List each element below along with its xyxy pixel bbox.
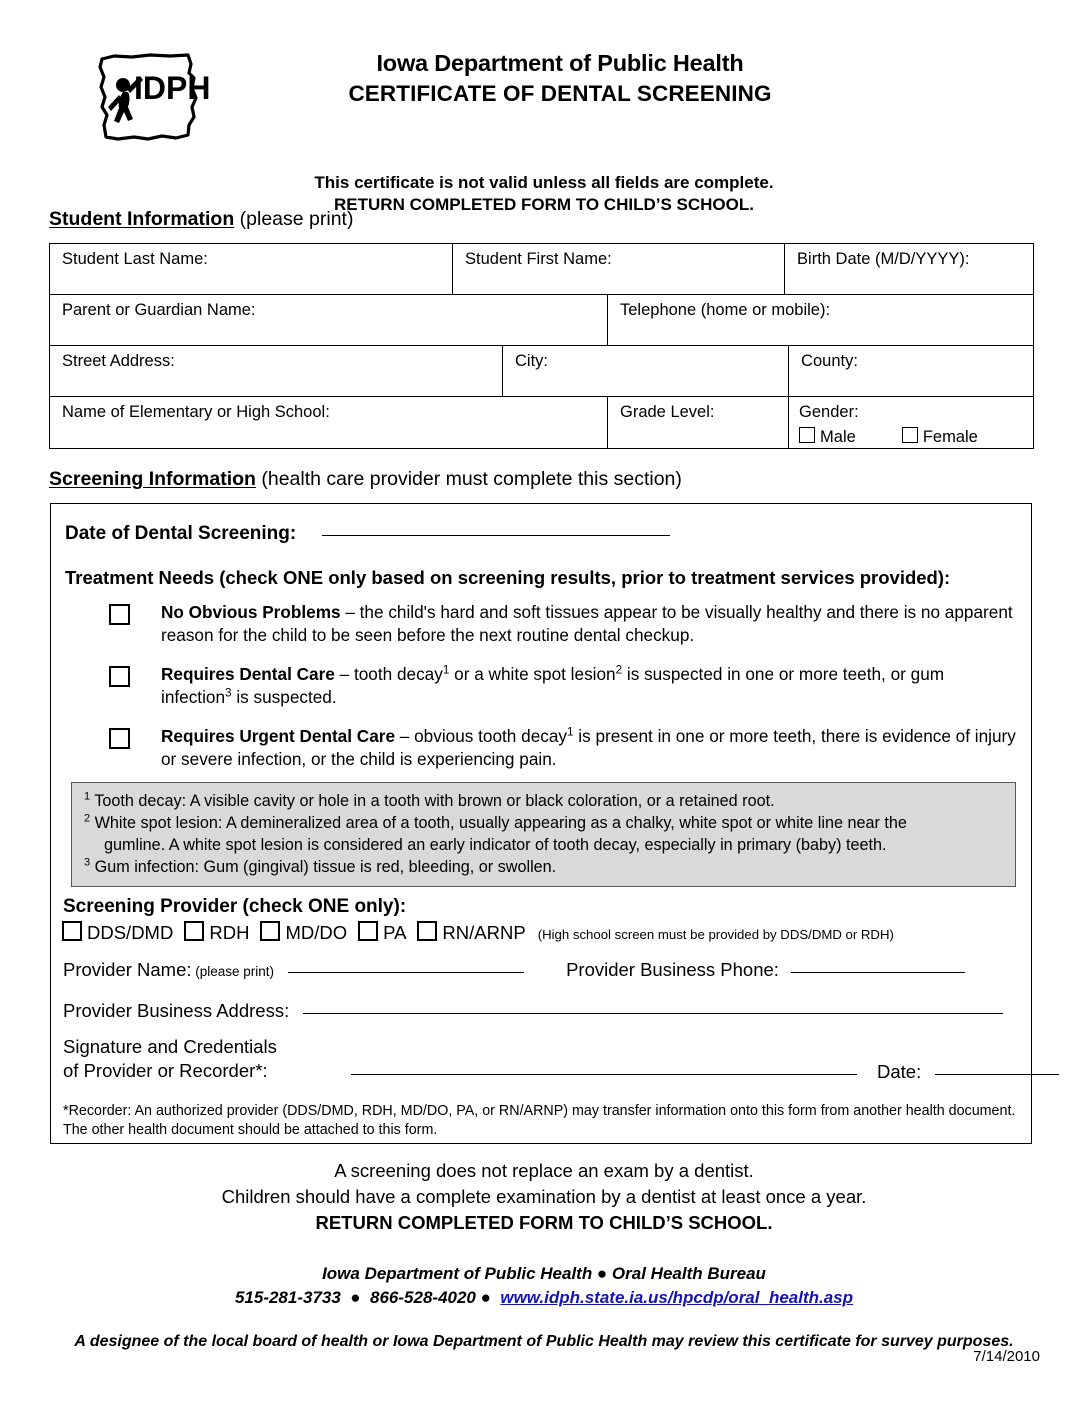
provider-name-note: (please print) xyxy=(191,964,275,979)
treatment-option-2-end: is suspected. xyxy=(231,686,337,707)
checkbox-gender-male[interactable] xyxy=(799,427,815,443)
label-gender-male: Male xyxy=(820,427,856,446)
treatment-option-2-mid: or a white spot lesion xyxy=(449,664,616,684)
svg-text:IDPH: IDPH xyxy=(134,70,211,106)
provider-name-row xyxy=(63,959,965,981)
label-pa: PA xyxy=(383,922,407,943)
treatment-option-2-text xyxy=(161,663,1019,709)
footnote-box xyxy=(71,782,1016,887)
footnote-1 xyxy=(84,791,1005,813)
screening-information-heading xyxy=(49,468,682,491)
label-provider-address: Provider Business Address: xyxy=(63,1000,290,1021)
treatment-option-2-mid2: is suspected in one or more teeth, or gum infection xyxy=(161,664,945,707)
student-information-table xyxy=(49,243,1034,449)
bullet-separator-icon: ● xyxy=(350,1288,361,1308)
footer-line-3: RETURN COMPLETED FORM TO CHILD’S SCHOOL. xyxy=(315,1211,773,1233)
footer-url-link[interactable]: www.idph.state.ia.us/hpcdp/oral_health.asp xyxy=(500,1288,854,1308)
footer-line-1: A screening does not replace an exam by a dentist. xyxy=(334,1160,754,1181)
provider-address-row xyxy=(63,1000,1003,1022)
table-row xyxy=(50,244,1034,295)
treatment-option-3-bold: Requires Urgent Dental Care xyxy=(161,726,396,746)
footnote-ref-3: 3 xyxy=(225,686,232,700)
input-provider-address[interactable] xyxy=(303,1013,1003,1014)
footnote-2-text: White spot lesion: A demineralized area of a tooth, usually appearing as a chalky, white spot or white line near the xyxy=(90,813,907,832)
label-gender-female: Female xyxy=(922,427,978,446)
label-gender: Gender: xyxy=(799,403,859,421)
footer-phone-2: 866-528-4020 xyxy=(370,1288,476,1308)
table-row xyxy=(50,397,1034,449)
footnote-3 xyxy=(84,857,1005,879)
footer-phone-1: 515-281-3733 xyxy=(234,1288,341,1308)
footer-line-2: Children should have a complete examination by a dentist at least once a year. xyxy=(221,1185,867,1207)
treatment-option-1-bold: No Obvious Problems xyxy=(161,602,341,622)
signature-line-row xyxy=(351,1061,1059,1083)
footnote-ref-1b: 1 xyxy=(567,725,574,739)
cell-school-name[interactable] xyxy=(50,397,608,449)
footnote-2-continued: gumline. A white spot lesion is considered an early indicator of tooth decay, especially in primary (baby) teeth. xyxy=(104,835,887,854)
cell-student-first-name[interactable] xyxy=(453,244,785,295)
checkbox-md-do[interactable] xyxy=(260,921,280,941)
cell-gender xyxy=(789,397,1034,449)
label-rn-arnp: RN/ARNP xyxy=(442,922,526,943)
treatment-option-requires-urgent-dental-care xyxy=(109,725,1019,771)
label-school-name: Name of Elementary or High School: xyxy=(62,403,330,421)
date-of-screening-row xyxy=(65,523,670,545)
label-provider-name: Provider Name: xyxy=(63,959,192,980)
label-birth-date: Birth Date (M/D/YYYY): xyxy=(797,250,970,268)
label-city: City: xyxy=(515,352,548,370)
footer-organization: Iowa Department of Public Health ● Oral Health Bureau xyxy=(322,1263,766,1283)
treatment-option-1-rest: – the child's hard and soft tissues appear to be visually healthy and there is no apparent reason for the child to be seen before the next routine dental checkup. xyxy=(161,602,1013,645)
label-parent-guardian: Parent or Guardian Name: xyxy=(62,301,256,319)
signature-label-block xyxy=(63,1035,277,1082)
input-date-of-screening[interactable] xyxy=(322,535,670,536)
footnote-3-text: Gum infection: Gum (gingival) tissue is red, bleeding, or swollen. xyxy=(90,857,557,876)
recorder-note: *Recorder: An authorized provider (DDS/DMD, RDH, MD/DO, PA, or RN/ARNP) may transfer information onto this form from another health document. The other health document should be attached to this form. xyxy=(63,1103,1016,1139)
label-street-address: Street Address: xyxy=(62,352,175,370)
label-dds-dmd: DDS/DMD xyxy=(87,922,174,943)
label-signature-date: Date: xyxy=(877,1061,922,1082)
treatment-option-requires-dental-care xyxy=(109,663,1019,709)
validity-line-1: This certificate is not valid unless all fields are complete. xyxy=(314,173,774,192)
treatment-option-3-end: is present in one or more teeth, there is evidence of injury or severe infection, or the child is experiencing pain. xyxy=(161,726,1016,769)
footnote-1-text: Tooth decay: A visible cavity or hole in a tooth with brown or black coloration, or a retained root. xyxy=(90,792,775,810)
treatment-option-3-text xyxy=(161,725,1019,771)
treatment-needs-label: Treatment Needs (check ONE only based on screening results, prior to treatment services provided): xyxy=(65,567,951,588)
screening-information-heading-label: Screening Information xyxy=(49,468,256,490)
signature-label-line-2: of Provider or Recorder*: xyxy=(63,1059,268,1081)
checkbox-gender-female[interactable] xyxy=(902,427,918,443)
checkbox-rn-arnp[interactable] xyxy=(417,921,437,941)
footer-contact-row xyxy=(0,1286,1088,1311)
signature-label-line-1: Signature and Credentials xyxy=(63,1036,277,1057)
student-information-heading-label: Student Information xyxy=(49,208,235,230)
label-student-first-name: Student First Name: xyxy=(465,250,612,268)
treatment-option-no-obvious-problems xyxy=(109,601,1019,647)
student-information-heading-note: (please print) xyxy=(234,208,354,230)
label-grade-level: Grade Level: xyxy=(620,403,715,421)
label-provider-phone: Provider Business Phone: xyxy=(566,959,779,980)
checkbox-requires-urgent-dental-care[interactable] xyxy=(109,728,130,749)
label-rdh: RDH xyxy=(209,922,250,943)
cell-parent-guardian-name[interactable] xyxy=(50,295,608,346)
idph-logo xyxy=(88,45,218,153)
checkbox-no-obvious-problems[interactable] xyxy=(109,604,130,625)
page-title: Iowa Department of Public Health xyxy=(376,50,744,76)
label-county: County: xyxy=(801,352,858,370)
screening-information-box xyxy=(50,503,1032,1144)
checkbox-rdh[interactable] xyxy=(184,921,204,941)
document-header xyxy=(0,42,1088,215)
bullet-separator-icon-2: ● xyxy=(480,1288,491,1308)
label-student-last-name: Student Last Name: xyxy=(62,250,208,268)
treatment-option-2-bold: Requires Dental Care xyxy=(161,664,335,684)
cell-city[interactable] xyxy=(503,346,789,397)
checkbox-requires-dental-care[interactable] xyxy=(109,666,130,687)
table-row xyxy=(50,346,1034,397)
validity-line-2: RETURN COMPLETED FORM TO CHILD’S SCHOOL. xyxy=(334,195,754,215)
cell-birth-date[interactable] xyxy=(785,244,1034,295)
label-telephone: Telephone (home or mobile): xyxy=(620,301,831,319)
treatment-option-1-text xyxy=(161,601,1019,647)
footnote-ref-1: 1 xyxy=(442,663,450,677)
label-date-of-screening: Date of Dental Screening: xyxy=(65,523,297,544)
screening-information-heading-note: (health care provider must complete this section) xyxy=(255,468,682,490)
screening-provider-checkbox-row xyxy=(62,921,894,944)
treatment-option-3-pre: – obvious tooth decay xyxy=(395,726,568,746)
cell-street-address[interactable] xyxy=(50,346,503,397)
cell-grade-level[interactable] xyxy=(608,397,789,449)
input-signature-date[interactable] xyxy=(935,1074,1059,1075)
input-provider-name[interactable] xyxy=(288,972,524,973)
input-signature[interactable] xyxy=(351,1074,857,1075)
footnote-2 xyxy=(84,813,1005,835)
document-footer xyxy=(0,1158,1088,1351)
footer-designee-note: A designee of the local board of health or Iowa Department of Public Health may review this certificate for survey purposes. xyxy=(74,1332,1014,1350)
footnote-3-marker: 3 xyxy=(84,856,91,869)
footnote-2-marker: 2 xyxy=(84,812,91,825)
revision-date: 7/14/2010 xyxy=(973,1348,1040,1365)
table-row xyxy=(50,295,1034,346)
student-information-heading xyxy=(49,208,353,231)
label-md-do: MD/DO xyxy=(285,922,348,943)
high-school-screen-note: (High school screen must be provided by DDS/DMD or RDH) xyxy=(537,927,894,942)
footnote-1-marker: 1 xyxy=(84,790,91,803)
screening-provider-heading: Screening Provider (check ONE only): xyxy=(63,896,407,917)
cell-telephone[interactable] xyxy=(608,295,1034,346)
cell-county[interactable] xyxy=(789,346,1034,397)
page-subtitle: CERTIFICATE OF DENTAL SCREENING xyxy=(348,80,772,106)
footnote-ref-2: 2 xyxy=(615,663,623,677)
treatment-option-2-pre: – tooth decay xyxy=(334,664,443,684)
title-block xyxy=(210,50,910,107)
checkbox-pa[interactable] xyxy=(358,921,378,941)
input-provider-phone[interactable] xyxy=(791,972,965,973)
checkbox-dds-dmd[interactable] xyxy=(62,921,82,941)
cell-student-last-name[interactable] xyxy=(50,244,453,295)
